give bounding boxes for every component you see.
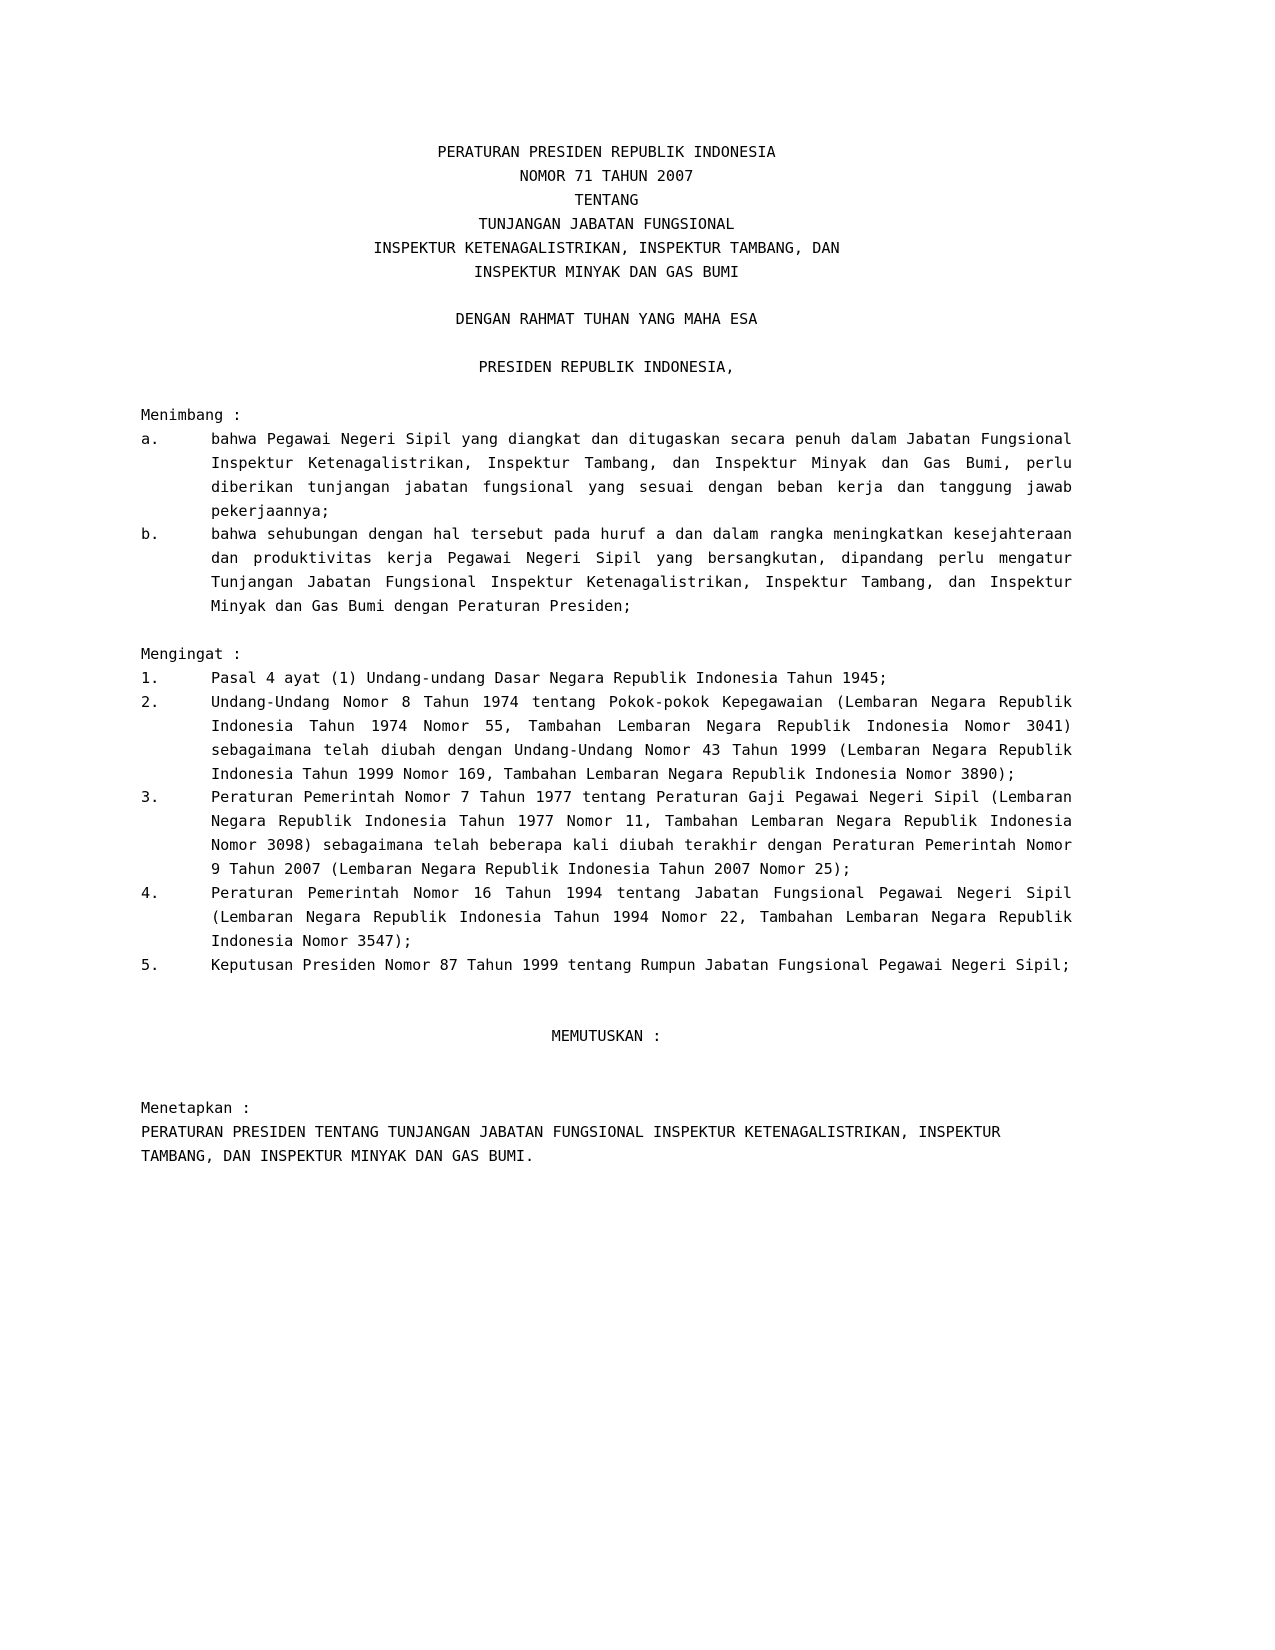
spacer bbox=[141, 284, 1072, 308]
title-block bbox=[141, 141, 1072, 284]
menetapkan-text: PERATURAN PRESIDEN TENTANG TUNJANGAN JABATAN FUNGSIONAL INSPEKTUR KETENAGALISTRIKAN, INSPEKTUR TAMBANG, DAN INSPEKTUR MINYAK DAN GAS BUMI. bbox=[141, 1123, 1001, 1165]
issuer-line: PRESIDEN REPUBLIK INDONESIA, bbox=[478, 358, 735, 377]
list-item-text: bahwa Pegawai Negeri Sipil yang diangkat dan ditugaskan secara penuh dalam Jabatan Fungsional Inspektur Ketenagalistrikan, Inspektur Tambang, dan Inspektur Minyak dan Gas Bumi, perlu diberikan tunjangan jabatan fungsional yang sesuai dengan beban kerja dan tanggung jawab pekerjaannya; bbox=[211, 429, 1072, 520]
list-item bbox=[141, 882, 1072, 954]
title-line-1: PERATURAN PRESIDEN REPUBLIK INDONESIA bbox=[437, 143, 776, 161]
list-item-text: bahwa sehubungan dengan hal tersebut pada huruf a dan dalam rangka meningkatkan kesejahteraan dan produktivitas kerja Pegawai Negeri Sipil yang bersangkutan, dipandang perlu mengatur Tunjangan Jabatan Fungsional Inspektur Ketenagalistrikan, Inspektur Tambang, dan Inspektur Minyak dan Gas Bumi dengan Peraturan Presiden; bbox=[211, 525, 1072, 616]
list-item bbox=[141, 954, 1072, 978]
menimbang-label: Menimbang : bbox=[141, 405, 242, 424]
list-item bbox=[141, 691, 1072, 787]
list-item bbox=[141, 428, 1072, 524]
title-line-5: INSPEKTUR KETENAGALISTRIKAN, INSPEKTUR TAMBANG, DAN bbox=[373, 238, 840, 257]
list-item-marker: 2. bbox=[141, 692, 160, 711]
spacer bbox=[141, 619, 1072, 643]
list-item-marker: 4. bbox=[141, 884, 160, 903]
document-body bbox=[141, 141, 1072, 1169]
list-item-text: Pasal 4 ayat (1) Undang-undang Dasar Negara Republik Indonesia Tahun 1945; bbox=[211, 668, 888, 687]
spacer bbox=[141, 1049, 1072, 1097]
list-item bbox=[141, 523, 1072, 619]
title-line-6: INSPEKTUR MINYAK DAN GAS BUMI bbox=[473, 262, 740, 281]
spacer bbox=[141, 380, 1072, 404]
list-item-text: Undang-Undang Nomor 8 Tahun 1974 tentang Pokok-pokok Kepegawaian (Lembaran Negara Republik Indonesia Tahun 1974 Nomor 55, Tambahan Lembaran Negara Republik Indonesia Nomor 3041) sebagaimana telah diubah dengan Undang-Undang Nomor 43 Tahun 1999 (Lembaran Negara Republik Indonesia Tahun 1999 Nomor 169, Tambahan Lembaran Negara Republik Indonesia Nomor 3890); bbox=[211, 692, 1072, 783]
list-item-text: Peraturan Pemerintah Nomor 16 Tahun 1994 tentang Jabatan Fungsional Pegawai Negeri Sipil (Lembaran Negara Republik Indonesia Tahun 1994 Nomor 22, Tambahan Lembaran Negara Republik Indonesia Nomor 3547); bbox=[211, 884, 1072, 950]
menimbang-list bbox=[141, 428, 1072, 619]
list-item-text: Keputusan Presiden Nomor 87 Tahun 1999 tentang Rumpun Jabatan Fungsional Pegawai Negeri Sipil; bbox=[211, 955, 1071, 974]
menetapkan-label: Menetapkan : bbox=[141, 1099, 251, 1118]
list-item-marker: b. bbox=[141, 525, 160, 544]
list-item-marker: a. bbox=[141, 429, 160, 448]
mengingat-list bbox=[141, 667, 1072, 978]
invocation-line: DENGAN RAHMAT TUHAN YANG MAHA ESA bbox=[455, 310, 758, 329]
mengingat-label: Mengingat : bbox=[141, 644, 242, 663]
title-line-4: TUNJANGAN JABATAN FUNGSIONAL bbox=[478, 214, 735, 233]
title-line-3: TENTANG bbox=[574, 190, 639, 209]
list-item-text: Peraturan Pemerintah Nomor 7 Tahun 1977 tentang Peraturan Gaji Pegawai Negeri Sipil (Lembaran Negara Republik Indonesia Tahun 1977 Nomor 11, Tambahan Lembaran Negara Republik Indonesia Nomor 3098) sebagaimana telah beberapa kali diubah terakhir dengan Peraturan Pemerintah Nomor 9 Tahun 2007 (Lembaran Negara Republik Indonesia Tahun 2007 Nomor 25); bbox=[211, 788, 1072, 879]
spacer bbox=[141, 332, 1072, 356]
list-item bbox=[141, 786, 1072, 882]
list-item bbox=[141, 667, 1072, 691]
list-item-marker: 3. bbox=[141, 788, 160, 807]
spacer bbox=[141, 978, 1072, 1026]
list-item-marker: 1. bbox=[141, 668, 160, 687]
title-line-2: NOMOR 71 TAHUN 2007 bbox=[519, 166, 694, 185]
memutuskan-heading: MEMUTUSKAN : bbox=[551, 1027, 662, 1046]
list-item-marker: 5. bbox=[141, 955, 160, 974]
